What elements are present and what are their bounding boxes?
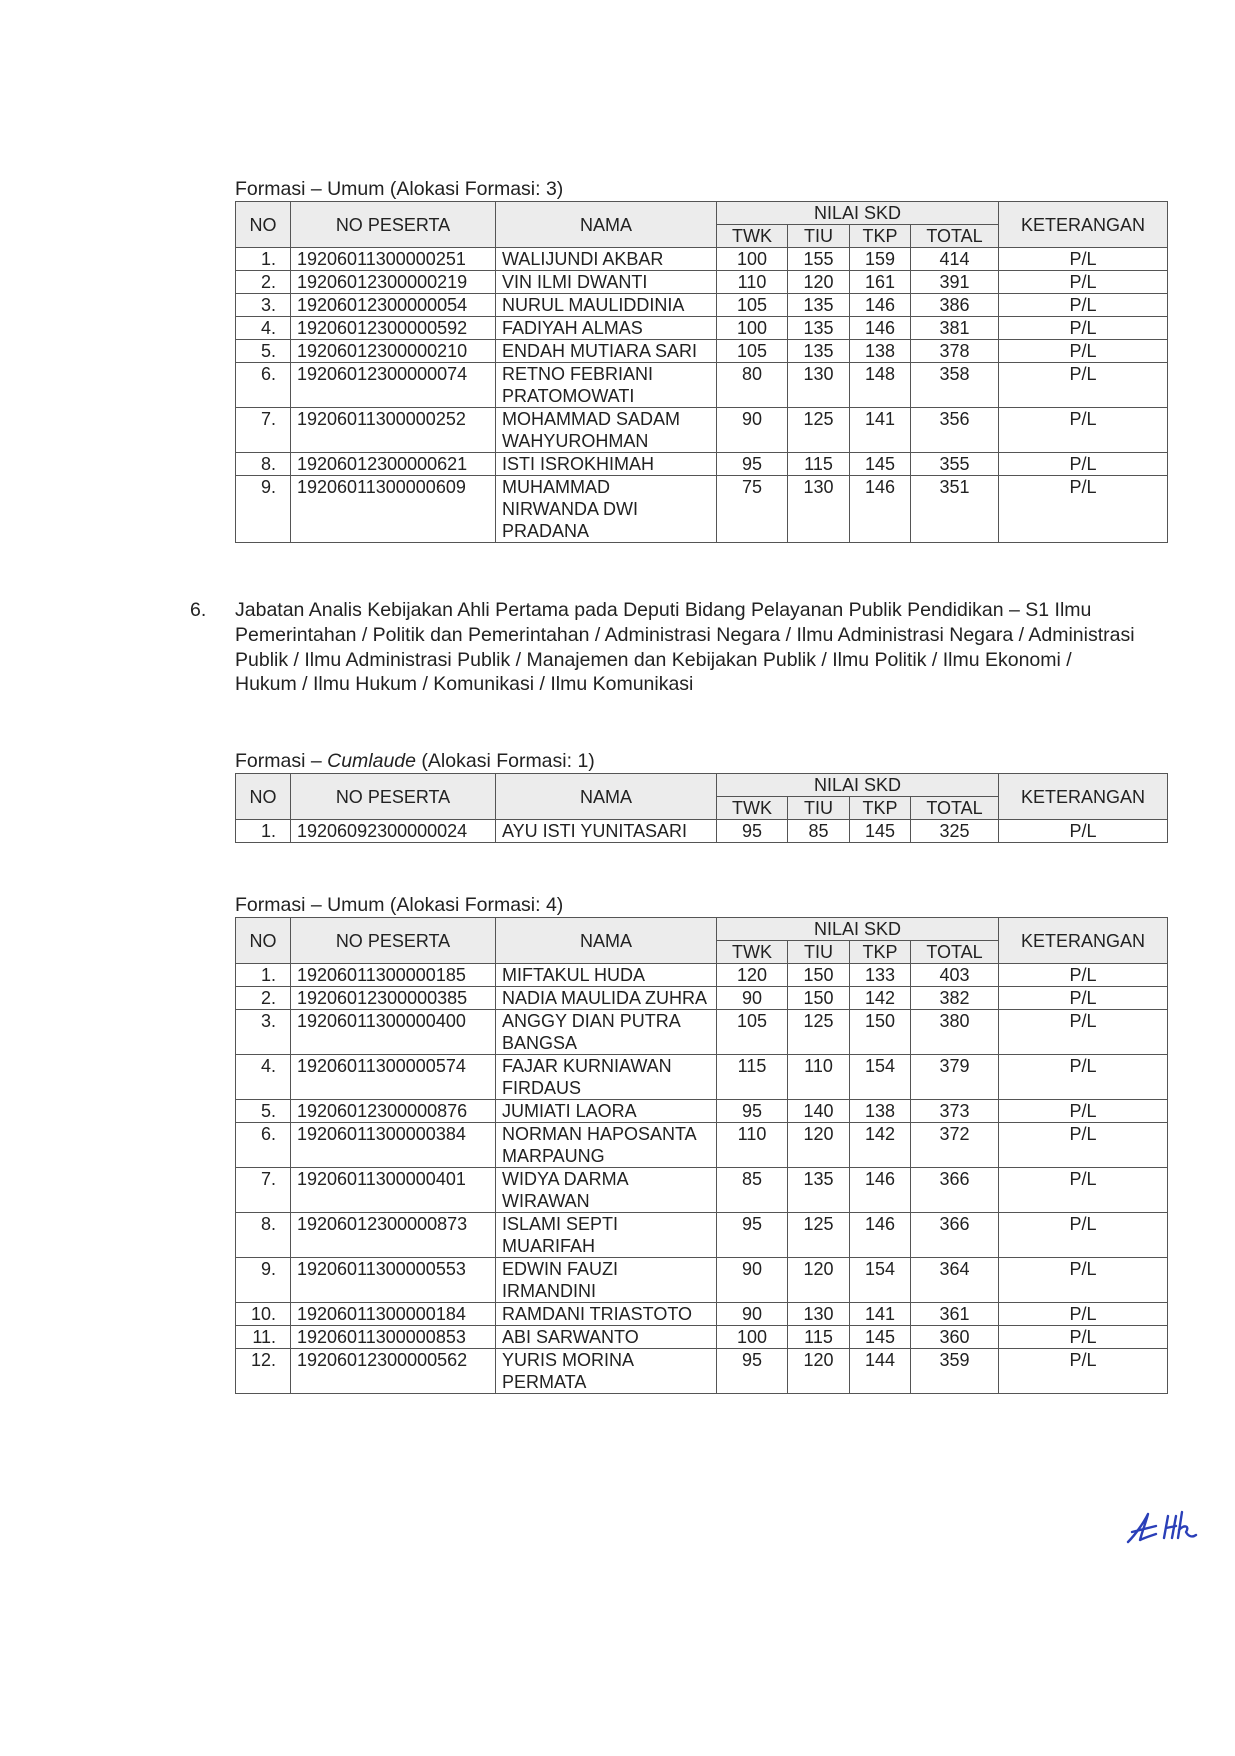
row-keterangan: P/L — [999, 408, 1168, 453]
row-no: 10. — [236, 1303, 291, 1326]
col-tiu-header: TIU — [788, 941, 850, 964]
row-no: 3. — [236, 294, 291, 317]
col-total-header: TOTAL — [911, 941, 999, 964]
col-no-header: NO — [236, 774, 291, 820]
col-keterangan-header: KETERANGAN — [999, 918, 1168, 964]
row-tkp: 141 — [850, 1303, 911, 1326]
section2-title — [235, 750, 595, 772]
row-nama: ENDAH MUTIARA SARI — [496, 340, 717, 363]
row-no: 5. — [236, 340, 291, 363]
row-nama: MIFTAKUL HUDA — [496, 964, 717, 987]
row-nama: MUHAMMAD NIRWANDA DWI PRADANA — [496, 476, 717, 543]
row-total: 378 — [911, 340, 999, 363]
section1-table — [235, 201, 1168, 543]
col-peserta-header: NO PESERTA — [291, 918, 496, 964]
row-tiu: 125 — [788, 1213, 850, 1258]
row-tkp: 142 — [850, 1123, 911, 1168]
table-row — [236, 271, 1168, 294]
row-nama: JUMIATI LAORA — [496, 1100, 717, 1123]
row-keterangan: P/L — [999, 1326, 1168, 1349]
row-keterangan: P/L — [999, 1123, 1168, 1168]
table-row — [236, 1303, 1168, 1326]
row-no-peserta: 19206012300000385 — [291, 987, 496, 1010]
row-nama: ANGGY DIAN PUTRA BANGSA — [496, 1010, 717, 1055]
row-tiu: 120 — [788, 1123, 850, 1168]
row-no-peserta: 19206012300000873 — [291, 1213, 496, 1258]
row-keterangan: P/L — [999, 1168, 1168, 1213]
row-nama: ISLAMI SEPTI MUARIFAH — [496, 1213, 717, 1258]
row-no: 9. — [236, 476, 291, 543]
col-keterangan-header: KETERANGAN — [999, 774, 1168, 820]
row-tiu: 120 — [788, 1349, 850, 1394]
row-twk: 115 — [717, 1055, 788, 1100]
row-twk: 95 — [717, 453, 788, 476]
table-row — [236, 363, 1168, 408]
col-nilai-skd-header: NILAI SKD — [717, 918, 999, 941]
row-twk: 105 — [717, 1010, 788, 1055]
row-no-peserta: 19206011300000384 — [291, 1123, 496, 1168]
row-tiu: 125 — [788, 408, 850, 453]
row-twk: 95 — [717, 1100, 788, 1123]
row-nama: AYU ISTI YUNITASARI — [496, 820, 717, 843]
row-no: 2. — [236, 271, 291, 294]
row-keterangan: P/L — [999, 964, 1168, 987]
row-no: 2. — [236, 987, 291, 1010]
table-row — [236, 408, 1168, 453]
table-row — [236, 964, 1168, 987]
table-row — [236, 1168, 1168, 1213]
row-total: 386 — [911, 294, 999, 317]
table-body — [236, 820, 1168, 843]
table-row — [236, 476, 1168, 543]
table-header — [236, 202, 1168, 248]
row-twk: 120 — [717, 964, 788, 987]
row-tkp: 148 — [850, 363, 911, 408]
table-row — [236, 1258, 1168, 1303]
row-twk: 110 — [717, 1123, 788, 1168]
row-nama: WALIJUNDI AKBAR — [496, 248, 717, 271]
row-tkp: 141 — [850, 408, 911, 453]
row-total: 351 — [911, 476, 999, 543]
row-no: 7. — [236, 408, 291, 453]
row-twk: 90 — [717, 408, 788, 453]
row-no: 8. — [236, 1213, 291, 1258]
row-total: 379 — [911, 1055, 999, 1100]
row-no-peserta: 19206011300000400 — [291, 1010, 496, 1055]
col-twk-header: TWK — [717, 941, 788, 964]
col-nama-header: NAMA — [496, 202, 717, 248]
row-tiu: 150 — [788, 987, 850, 1010]
row-tkp: 146 — [850, 1168, 911, 1213]
table-row — [236, 294, 1168, 317]
row-tiu: 140 — [788, 1100, 850, 1123]
table-row — [236, 987, 1168, 1010]
col-no-header: NO — [236, 918, 291, 964]
row-keterangan: P/L — [999, 987, 1168, 1010]
row-no-peserta: 19206011300000251 — [291, 248, 496, 271]
row-twk: 100 — [717, 1326, 788, 1349]
table-body — [236, 964, 1168, 1394]
row-no: 3. — [236, 1010, 291, 1055]
table-row — [236, 1010, 1168, 1055]
row-nama: NORMAN HAPOSANTA MARPAUNG — [496, 1123, 717, 1168]
row-no: 1. — [236, 964, 291, 987]
row-tiu: 120 — [788, 1258, 850, 1303]
row-keterangan: P/L — [999, 248, 1168, 271]
row-tkp: 146 — [850, 1213, 911, 1258]
row-tkp: 138 — [850, 1100, 911, 1123]
table-row — [236, 248, 1168, 271]
row-tiu: 110 — [788, 1055, 850, 1100]
row-nama: FADIYAH ALMAS — [496, 317, 717, 340]
section3-title — [235, 894, 563, 916]
table-row — [236, 1349, 1168, 1394]
row-no: 4. — [236, 1055, 291, 1100]
table-row — [236, 1123, 1168, 1168]
row-keterangan: P/L — [999, 1349, 1168, 1394]
section2-title-italic: Cumlaude — [327, 750, 416, 772]
col-nilai-skd-header: NILAI SKD — [717, 774, 999, 797]
row-no-peserta: 19206011300000401 — [291, 1168, 496, 1213]
row-tkp: 150 — [850, 1010, 911, 1055]
row-no-peserta: 19206011300000574 — [291, 1055, 496, 1100]
row-tkp: 145 — [850, 1326, 911, 1349]
row-twk: 105 — [717, 340, 788, 363]
row-no-peserta: 19206012300000592 — [291, 317, 496, 340]
row-total: 359 — [911, 1349, 999, 1394]
row-no: 12. — [236, 1349, 291, 1394]
table-row — [236, 1055, 1168, 1100]
row-total: 360 — [911, 1326, 999, 1349]
row-tkp: 144 — [850, 1349, 911, 1394]
col-tkp-header: TKP — [850, 225, 911, 248]
row-keterangan: P/L — [999, 1303, 1168, 1326]
row-nama: WIDYA DARMA WIRAWAN — [496, 1168, 717, 1213]
row-tkp: 154 — [850, 1258, 911, 1303]
section1-title-text: Formasi – Umum (Alokasi Formasi: 3) — [235, 178, 564, 200]
row-nama: ISTI ISROKHIMAH — [496, 453, 717, 476]
col-tiu-header: TIU — [788, 797, 850, 820]
col-tkp-header: TKP — [850, 941, 911, 964]
table-row — [236, 317, 1168, 340]
row-twk: 95 — [717, 820, 788, 843]
col-tkp-header: TKP — [850, 797, 911, 820]
row-keterangan: P/L — [999, 1213, 1168, 1258]
row-total: 391 — [911, 271, 999, 294]
row-tiu: 130 — [788, 363, 850, 408]
row-keterangan: P/L — [999, 340, 1168, 363]
row-twk: 110 — [717, 271, 788, 294]
row-twk: 95 — [717, 1213, 788, 1258]
row-twk: 95 — [717, 1349, 788, 1394]
col-nama-header: NAMA — [496, 918, 717, 964]
row-keterangan: P/L — [999, 1100, 1168, 1123]
row-no: 8. — [236, 453, 291, 476]
row-tiu: 125 — [788, 1010, 850, 1055]
col-peserta-header: NO PESERTA — [291, 774, 496, 820]
row-tkp: 145 — [850, 820, 911, 843]
col-twk-header: TWK — [717, 225, 788, 248]
row-total: 358 — [911, 363, 999, 408]
col-no-header: NO — [236, 202, 291, 248]
row-twk: 100 — [717, 248, 788, 271]
row-keterangan: P/L — [999, 1055, 1168, 1100]
row-total: 366 — [911, 1168, 999, 1213]
row-keterangan: P/L — [999, 363, 1168, 408]
row-no: 6. — [236, 363, 291, 408]
row-tiu: 120 — [788, 271, 850, 294]
row-no-peserta: 19206012300000054 — [291, 294, 496, 317]
row-no-peserta: 19206011300000184 — [291, 1303, 496, 1326]
table-row — [236, 1213, 1168, 1258]
col-nama-header: NAMA — [496, 774, 717, 820]
row-no-peserta: 19206011300000252 — [291, 408, 496, 453]
row-tkp: 138 — [850, 340, 911, 363]
row-tiu: 150 — [788, 964, 850, 987]
col-tiu-header: TIU — [788, 225, 850, 248]
row-twk: 90 — [717, 1258, 788, 1303]
row-twk: 85 — [717, 1168, 788, 1213]
section2-table — [235, 773, 1168, 843]
row-tkp: 133 — [850, 964, 911, 987]
col-peserta-header: NO PESERTA — [291, 202, 496, 248]
table-header — [236, 918, 1168, 964]
row-tiu: 130 — [788, 1303, 850, 1326]
row-total: 355 — [911, 453, 999, 476]
row-no: 7. — [236, 1168, 291, 1213]
row-no: 11. — [236, 1326, 291, 1349]
row-no-peserta: 19206011300000609 — [291, 476, 496, 543]
row-keterangan: P/L — [999, 1258, 1168, 1303]
row-nama: YURIS MORINA PERMATA — [496, 1349, 717, 1394]
row-no-peserta: 19206012300000621 — [291, 453, 496, 476]
row-twk: 100 — [717, 317, 788, 340]
table-row — [236, 453, 1168, 476]
row-no-peserta: 19206011300000853 — [291, 1326, 496, 1349]
row-nama: VIN ILMI DWANTI — [496, 271, 717, 294]
row-nama: RAMDANI TRIASTOTO — [496, 1303, 717, 1326]
row-no: 5. — [236, 1100, 291, 1123]
section1-title — [235, 178, 563, 200]
col-total-header: TOTAL — [911, 225, 999, 248]
row-nama: EDWIN FAUZI IRMANDINI — [496, 1258, 717, 1303]
handwritten-initials — [1122, 1508, 1198, 1548]
row-tkp: 154 — [850, 1055, 911, 1100]
row-no: 4. — [236, 317, 291, 340]
row-no-peserta: 19206011300000553 — [291, 1258, 496, 1303]
row-keterangan: P/L — [999, 453, 1168, 476]
row-total: 364 — [911, 1258, 999, 1303]
row-no: 9. — [236, 1258, 291, 1303]
item-text: Jabatan Analis Kebijakan Ahli Pertama pada Deputi Bidang Pelayanan Publik Pendidikan – S1 Ilmu Pemerintahan / Politik dan Pemerintahan / Administrasi Negara / Ilmu Administrasi Negara / Administrasi Publik / Ilmu Administrasi Publik / Manajemen dan Kebijakan Publik / Ilmu Politik / Ilmu Ekonomi / Hukum / Ilmu Hukum / Komunikasi / Ilmu Komunikasi — [235, 599, 1135, 696]
row-no-peserta: 19206012300000562 — [291, 1349, 496, 1394]
row-no-peserta: 19206012300000210 — [291, 340, 496, 363]
row-keterangan: P/L — [999, 820, 1168, 843]
row-keterangan: P/L — [999, 271, 1168, 294]
section3-title-text: Formasi – Umum (Alokasi Formasi: 4) — [235, 894, 564, 916]
col-total-header: TOTAL — [911, 797, 999, 820]
table-row — [236, 1100, 1168, 1123]
table-body — [236, 248, 1168, 543]
row-tkp: 146 — [850, 476, 911, 543]
row-no: 1. — [236, 820, 291, 843]
row-tiu: 130 — [788, 476, 850, 543]
row-total: 361 — [911, 1303, 999, 1326]
row-total: 325 — [911, 820, 999, 843]
row-nama: NADIA MAULIDA ZUHRA — [496, 987, 717, 1010]
row-keterangan: P/L — [999, 294, 1168, 317]
row-tiu: 135 — [788, 317, 850, 340]
row-no-peserta: 19206092300000024 — [291, 820, 496, 843]
section3-table — [235, 917, 1168, 1394]
row-total: 403 — [911, 964, 999, 987]
row-no-peserta: 19206011300000185 — [291, 964, 496, 987]
row-twk: 90 — [717, 987, 788, 1010]
section2-title-suffix: (Alokasi Formasi: 1) — [416, 750, 595, 772]
row-no-peserta: 19206012300000074 — [291, 363, 496, 408]
row-no: 6. — [236, 1123, 291, 1168]
initials-stroke-3 — [1164, 1516, 1176, 1538]
col-twk-header: TWK — [717, 797, 788, 820]
col-nilai-skd-header: NILAI SKD — [717, 202, 999, 225]
row-tkp: 161 — [850, 271, 911, 294]
row-keterangan: P/L — [999, 1010, 1168, 1055]
row-tkp: 145 — [850, 453, 911, 476]
row-total: 414 — [911, 248, 999, 271]
row-twk: 90 — [717, 1303, 788, 1326]
row-tiu: 135 — [788, 294, 850, 317]
row-tiu: 85 — [788, 820, 850, 843]
section2-title-prefix: Formasi – — [235, 750, 328, 772]
row-twk: 80 — [717, 363, 788, 408]
table-row — [236, 340, 1168, 363]
row-nama: ABI SARWANTO — [496, 1326, 717, 1349]
table-row — [236, 1326, 1168, 1349]
row-no: 1. — [236, 248, 291, 271]
row-total: 366 — [911, 1213, 999, 1258]
table-header — [236, 774, 1168, 820]
row-tkp: 146 — [850, 317, 911, 340]
row-total: 373 — [911, 1100, 999, 1123]
item-number: 6. — [190, 599, 207, 621]
row-tkp: 146 — [850, 294, 911, 317]
row-total: 356 — [911, 408, 999, 453]
row-no-peserta: 19206012300000876 — [291, 1100, 496, 1123]
row-tiu: 115 — [788, 453, 850, 476]
initials-stroke-4 — [1178, 1512, 1196, 1538]
row-total: 381 — [911, 317, 999, 340]
row-tkp: 142 — [850, 987, 911, 1010]
row-tkp: 159 — [850, 248, 911, 271]
row-nama: RETNO FEBRIANI PRATOMOWATI — [496, 363, 717, 408]
row-tiu: 155 — [788, 248, 850, 271]
row-total: 372 — [911, 1123, 999, 1168]
row-tiu: 135 — [788, 340, 850, 363]
row-no-peserta: 19206012300000219 — [291, 271, 496, 294]
row-twk: 75 — [717, 476, 788, 543]
row-nama: MOHAMMAD SADAM WAHYUROHMAN — [496, 408, 717, 453]
row-tiu: 115 — [788, 1326, 850, 1349]
row-keterangan: P/L — [999, 476, 1168, 543]
row-nama: NURUL MAULIDDINIA — [496, 294, 717, 317]
table-row — [236, 820, 1168, 843]
row-total: 382 — [911, 987, 999, 1010]
row-total: 380 — [911, 1010, 999, 1055]
row-twk: 105 — [717, 294, 788, 317]
row-tiu: 135 — [788, 1168, 850, 1213]
row-nama: FAJAR KURNIAWAN FIRDAUS — [496, 1055, 717, 1100]
col-keterangan-header: KETERANGAN — [999, 202, 1168, 248]
row-keterangan: P/L — [999, 317, 1168, 340]
